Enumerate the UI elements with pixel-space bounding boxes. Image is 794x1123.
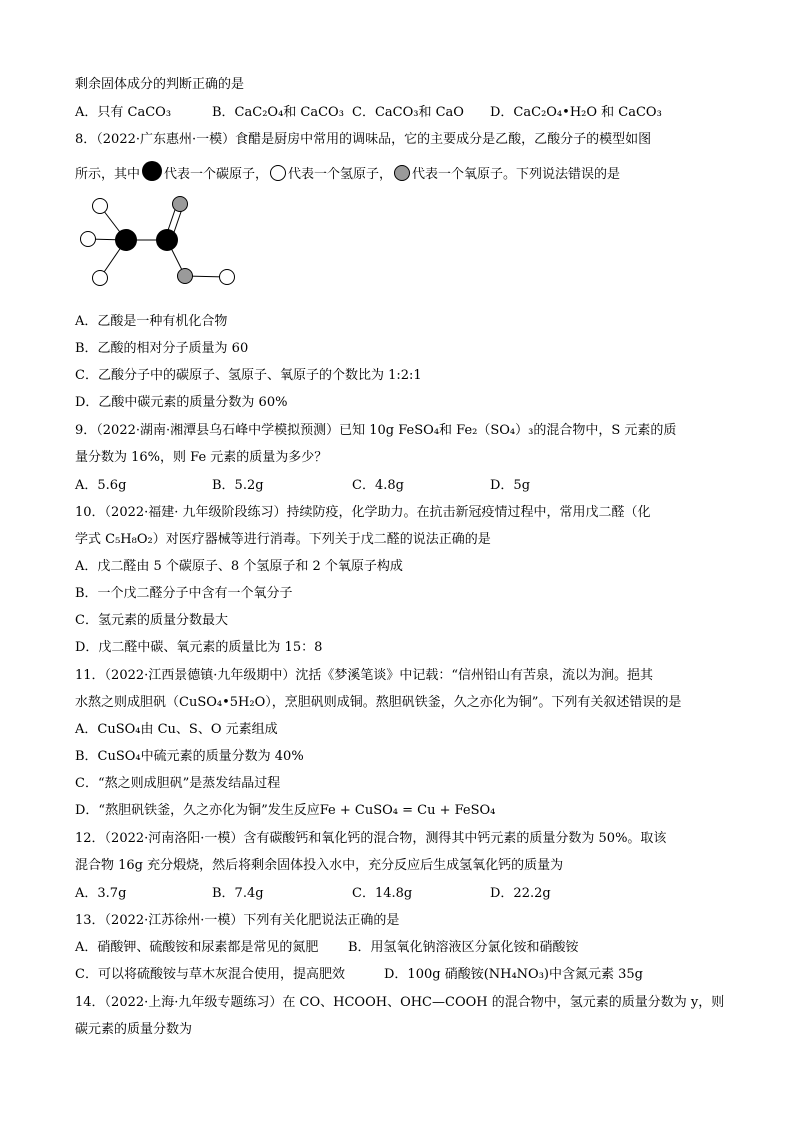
hydrogen-atom [81,232,96,247]
q8-text-d: 代表一个氧原子。下列说法错误的是 [412,167,621,182]
q12-option-a: A．3.7g [75,886,127,901]
hydrogen-atom [93,271,108,286]
oxygen-atom [173,197,188,212]
hydrogen-atom [220,270,235,285]
q11-option-b: B．CuSO₄中硫元素的质量分数为 40% [75,749,304,764]
q9-stem-line2: 量分数为 16%，则 Fe 元素的质量为多少？ [75,450,328,465]
q13-option-c: C．可以将硫酸铵与草木灰混合使用，提高肥效 [75,967,345,982]
q13-option-d: D．100g 硝酸铵(NH₄NO₃)中含氮元素 35g [384,967,643,982]
acetic-acid-molecule-model [72,190,252,300]
q12-stem-line2: 混合物 16g 充分煅烧，然后将剩余固体投入水中，充分反应后生成氢氧化钙的质量为 [75,858,564,873]
q13-stem: 13．（2022·江苏徐州·一模）下列有关化肥说法正确的是 [75,913,400,928]
oxygen-atom [178,269,193,284]
q12-option-c: C．14.8g [352,886,413,901]
q7-option-a: A．只有 CaCO₃ [75,105,172,120]
q14-stem-line1: 14．（2022·上海·九年级专题练习）在 CO、HCOOH、OHC—COOH 的混合物中，氢元素的质量分数为 y，则 [75,995,725,1010]
q11-stem-line1: 11．（2022·江西景德镇·九年级期中）沈括《梦溪笔谈》中记载：“信州铅山有苦泉，流以为涧。挹其 [75,668,654,683]
q9-option-c: C．4.8g [352,478,404,493]
q9-option-d: D．5g [490,478,531,493]
q8-option-b: B．乙酸的相对分子质量为 60 [75,341,249,356]
q12-stem-line1: 12．（2022·河南洛阳·一模）含有碳酸钙和氧化钙的混合物，测得其中钙元素的质量分数为 50%。取该 [75,831,667,846]
q9-option-a: A．5.6g [75,478,127,493]
q11-stem-line2: 水熬之则成胆矾（CuSO₄•5H₂O），烹胆矾则成铜。熬胆矾铁釜，久之亦化为铜”。下列有关叙述错误的是 [75,695,682,710]
q7-option-b: B．CaC₂O₄和 CaCO₃ [212,105,344,120]
carbon-atom [115,229,137,251]
q14-stem-line2: 碳元素的质量分数为 [75,1022,193,1037]
q12-option-d: D．22.2g [490,886,551,901]
q10-stem-line2: 学式 C₅H₈O₂）对医疗器械等进行消毒。下列关于戊二醛的说法正确的是 [75,532,491,547]
q10-option-c: C．氢元素的质量分数最大 [75,613,228,628]
oxygen-atom-icon [393,164,411,182]
q12-option-b: B．7.4g [212,886,264,901]
q11-option-c: C．“熬之则成胆矾”是蒸发结晶过程 [75,776,281,791]
q10-option-d: D．戊二醛中碳、氧元素的质量比为 15：8 [75,640,323,655]
q7-option-c: C．CaCO₃和 CaO [352,105,464,120]
carbon-atom-icon [141,160,163,182]
q8-stem-line2 [75,160,620,184]
q7-option-d: D．CaC₂O₄•H₂O 和 CaCO₃ [490,105,662,120]
q8-option-d: D．乙酸中碳元素的质量分数为 60% [75,395,288,410]
q13-option-b: B．用氢氧化钠溶液区分氯化铵和硝酸铵 [348,940,579,955]
q11-option-d: D．“熬胆矾铁釜，久之亦化为铜”发生反应Fe + CuSO₄ = Cu + FeSO₄ [75,803,496,818]
q8-text-c: 代表一个氢原子， [288,167,393,182]
q13-option-a: A．硝酸钾、硫酸铵和尿素都是常见的氮肥 [75,940,319,955]
hydrogen-atom [93,199,108,214]
q11-option-a: A．CuSO₄由 Cu、S、O 元素组成 [75,722,278,737]
q9-stem-line1: 9．（2022·湖南·湘潭县乌石峰中学模拟预测）已知 10g FeSO₄和 Fe₂（SO₄）₃的混合物中，S 元素的质 [75,423,677,438]
q8-text-b: 代表一个碳原子， [164,167,269,182]
q8-stem-line1: 8．（2022·广东惠州·一模）食醋是厨房中常用的调味品，它的主要成分是乙酸，乙酸分子的模型如图 [75,132,652,147]
q10-option-a: A．戊二醛由 5 个碳原子、8 个氢原子和 2 个氧原子构成 [75,559,403,574]
q7-stem: 剩余固体成分的判断正确的是 [75,77,245,92]
q9-option-b: B．5.2g [212,478,264,493]
hydrogen-atom-icon [269,164,287,182]
q8-option-c: C．乙酸分子中的碳原子、氢原子、氧原子的个数比为 1:2:1 [75,368,422,383]
carbon-atom [156,229,178,251]
q8-text-a: 所示，其中 [75,167,141,182]
q10-stem-line1: 10．（2022·福建· 九年级阶段练习）持续防疫，化学助力。在抗击新冠疫情过程中，常用戊二醛（化 [75,505,651,520]
q10-option-b: B．一个戊二醛分子中含有一个氧分子 [75,586,293,601]
q8-option-a: A．乙酸是一种有机化合物 [75,314,228,329]
